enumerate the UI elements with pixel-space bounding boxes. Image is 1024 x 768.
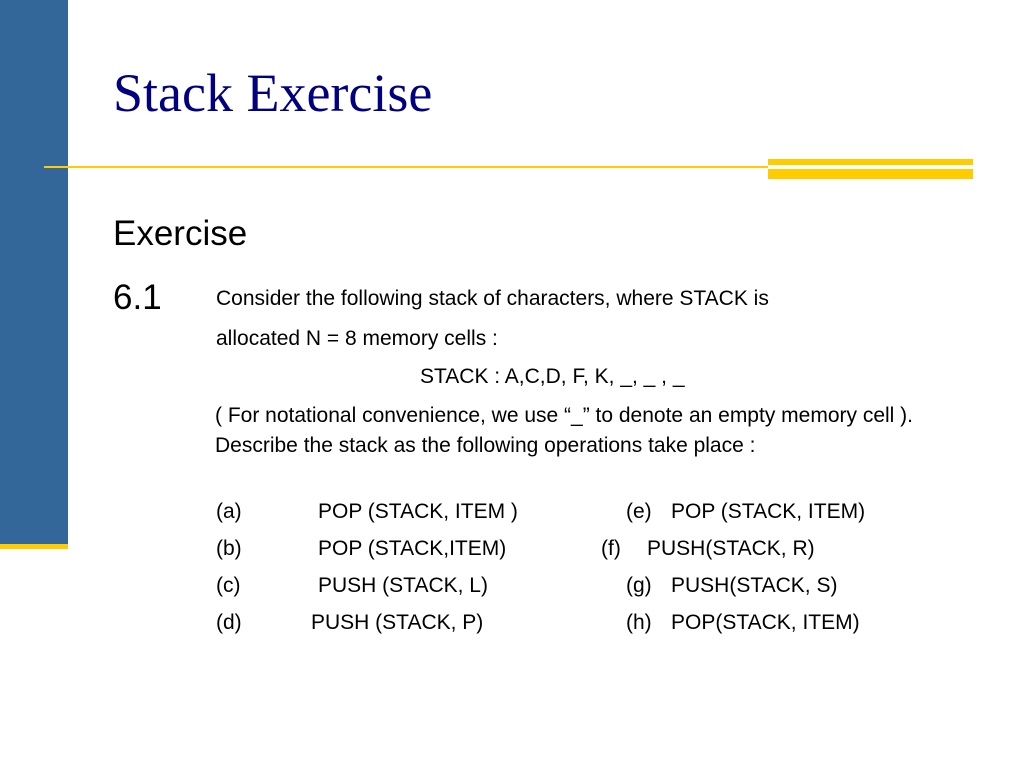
operation-label: (c) (216, 574, 241, 597)
operation-label: (f) (601, 537, 621, 560)
exercise-line-2: allocated N = 8 memory cells : (216, 327, 498, 350)
operation-text: POP (STACK, ITEM ) (318, 500, 518, 523)
slide-title: Stack Exercise (113, 63, 433, 123)
left-sidebar-bar (0, 0, 68, 547)
operation-label: (a) (216, 500, 242, 523)
operation-text: PUSH (STACK, L) (318, 574, 488, 597)
sidebar-accent-line (0, 544, 68, 549)
operation-text: POP(STACK, ITEM) (671, 611, 860, 634)
operation-text: PUSH(STACK, R) (647, 537, 815, 560)
operation-text: POP (STACK,ITEM) (318, 537, 507, 560)
exercise-line-1: Consider the following stack of characters, where STACK is (216, 287, 769, 310)
operation-label: (b) (216, 537, 242, 560)
operation-text: POP (STACK, ITEM) (671, 500, 866, 523)
operation-label: (e) (626, 500, 652, 523)
stack-state: STACK : A,C,D, F, K, _, _ , _ (420, 365, 685, 388)
title-rule-line (44, 166, 774, 168)
operation-label: (g) (626, 574, 652, 597)
exercise-heading: Exercise (113, 214, 248, 253)
operation-label: (h) (626, 611, 652, 634)
operation-text: PUSH(STACK, S) (671, 574, 838, 597)
title-rule-bar-stripe (768, 165, 973, 169)
title-rule-bar (768, 159, 973, 179)
notation-note: ( For notational convenience, we use “_” to denote an empty memory cell ). Describe the stack as the following operations take place : (215, 404, 914, 457)
operation-label: (d) (216, 611, 242, 634)
exercise-number: 6.1 (113, 278, 162, 317)
operation-text: PUSH (STACK, P) (311, 611, 484, 634)
